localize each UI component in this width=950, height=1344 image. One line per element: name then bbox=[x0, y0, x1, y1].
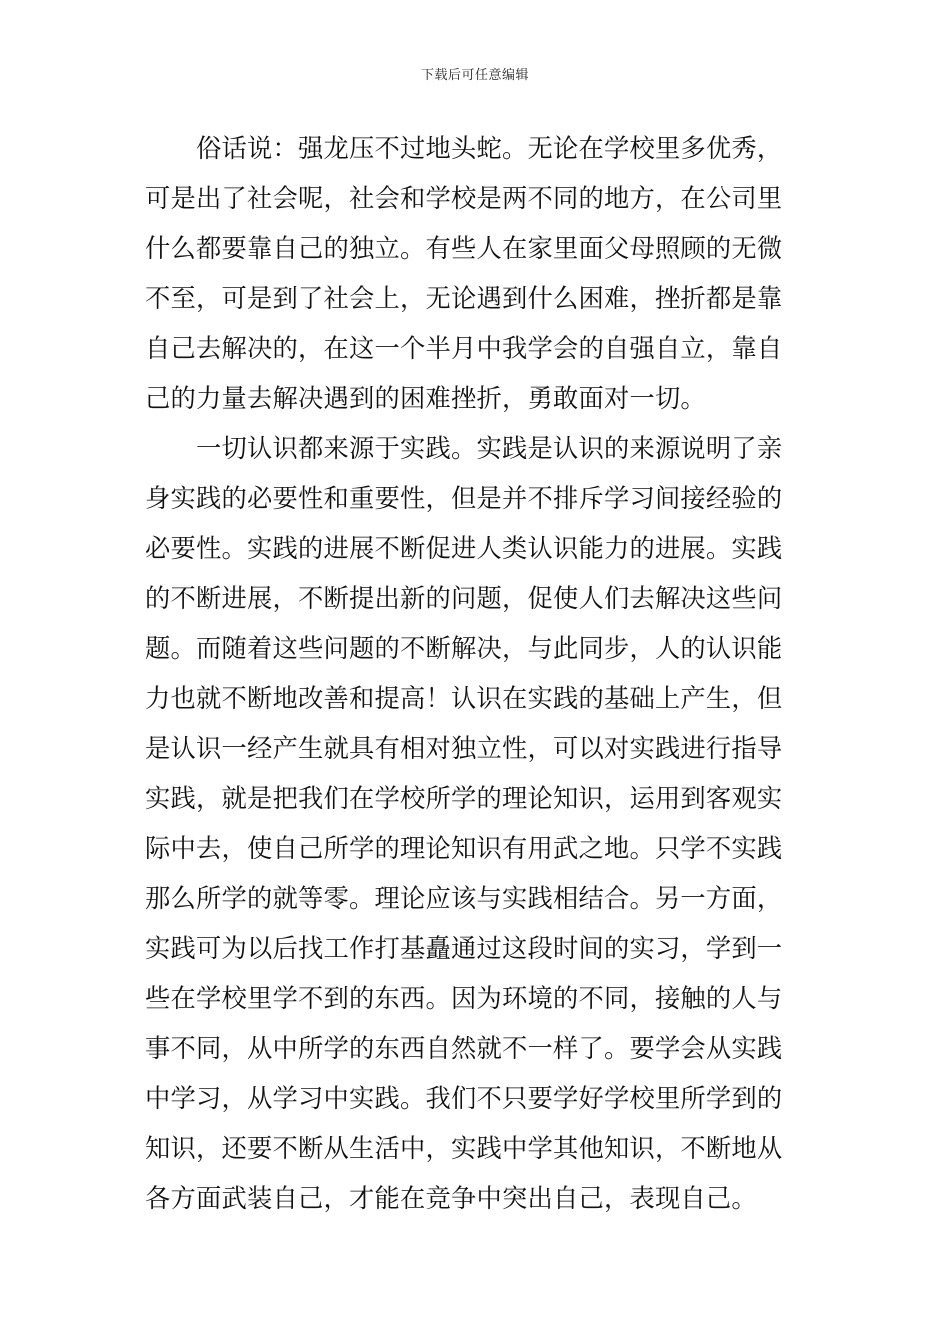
text-line: 各方面武装自己，才能在竞争中突出自己，表现自己。 bbox=[145, 1184, 757, 1213]
text-line: 那么所学的就等零。理论应该与实践相结合。另一方面， bbox=[145, 884, 783, 913]
text-line: 自己去解决的，在这一个半月中我学会的自强自立，靠自 bbox=[145, 334, 783, 363]
text-line: 俗话说：强龙压不过地头蛇。无论在学校里多优秀， bbox=[145, 134, 783, 163]
text-line: 际中去，使自己所学的理论知识有用武之地。只学不实践 bbox=[145, 834, 783, 863]
document-body bbox=[145, 124, 807, 1224]
text-line: 可是出了社会呢，社会和学校是两不同的地方，在公司里 bbox=[145, 184, 783, 213]
text-line: 一切认识都来源于实践。实践是认识的来源说明了亲 bbox=[145, 434, 783, 463]
text-line: 己的力量去解决遇到的困难挫折，勇敢面对一切。 bbox=[145, 384, 706, 413]
text-line: 实践可为以后找工作打基矗通过这段时间的实习，学到一 bbox=[145, 934, 783, 963]
text-line: 些在学校里学不到的东西。因为环境的不同，接触的人与 bbox=[145, 984, 783, 1013]
text-line: 中学习，从学习中实践。我们不只要学好学校里所学到的 bbox=[145, 1084, 783, 1113]
text-line: 力也就不断地改善和提高！认识在实践的基础上产生，但 bbox=[145, 684, 783, 713]
text-line: 是认识一经产生就具有相对独立性，可以对实践进行指导 bbox=[145, 734, 783, 763]
page-header: 下载后可任意编辑 bbox=[420, 68, 529, 83]
text-line: 知识，还要不断从生活中，实践中学其他知识，不断地从 bbox=[145, 1134, 783, 1163]
text-line: 题。而随着这些问题的不断解决，与此同步，人的认识能 bbox=[145, 634, 783, 663]
paragraph-2 bbox=[145, 424, 807, 1224]
text-line: 什么都要靠自己的独立。有些人在家里面父母照顾的无微 bbox=[145, 234, 783, 263]
text-line: 的不断进展，不断提出新的问题，促使人们去解决这些问 bbox=[145, 584, 783, 613]
paragraph-1 bbox=[145, 124, 807, 424]
text-line: 身实践的必要性和重要性，但是并不排斥学习间接经验的 bbox=[145, 484, 783, 513]
text-line: 事不同，从中所学的东西自然就不一样了。要学会从实践 bbox=[145, 1034, 783, 1063]
text-line: 实践，就是把我们在学校所学的理论知识，运用到客观实 bbox=[145, 784, 783, 813]
text-line: 不至，可是到了社会上，无论遇到什么困难，挫折都是靠 bbox=[145, 284, 783, 313]
text-line: 必要性。实践的进展不断促进人类认识能力的进展。实践 bbox=[145, 534, 783, 563]
